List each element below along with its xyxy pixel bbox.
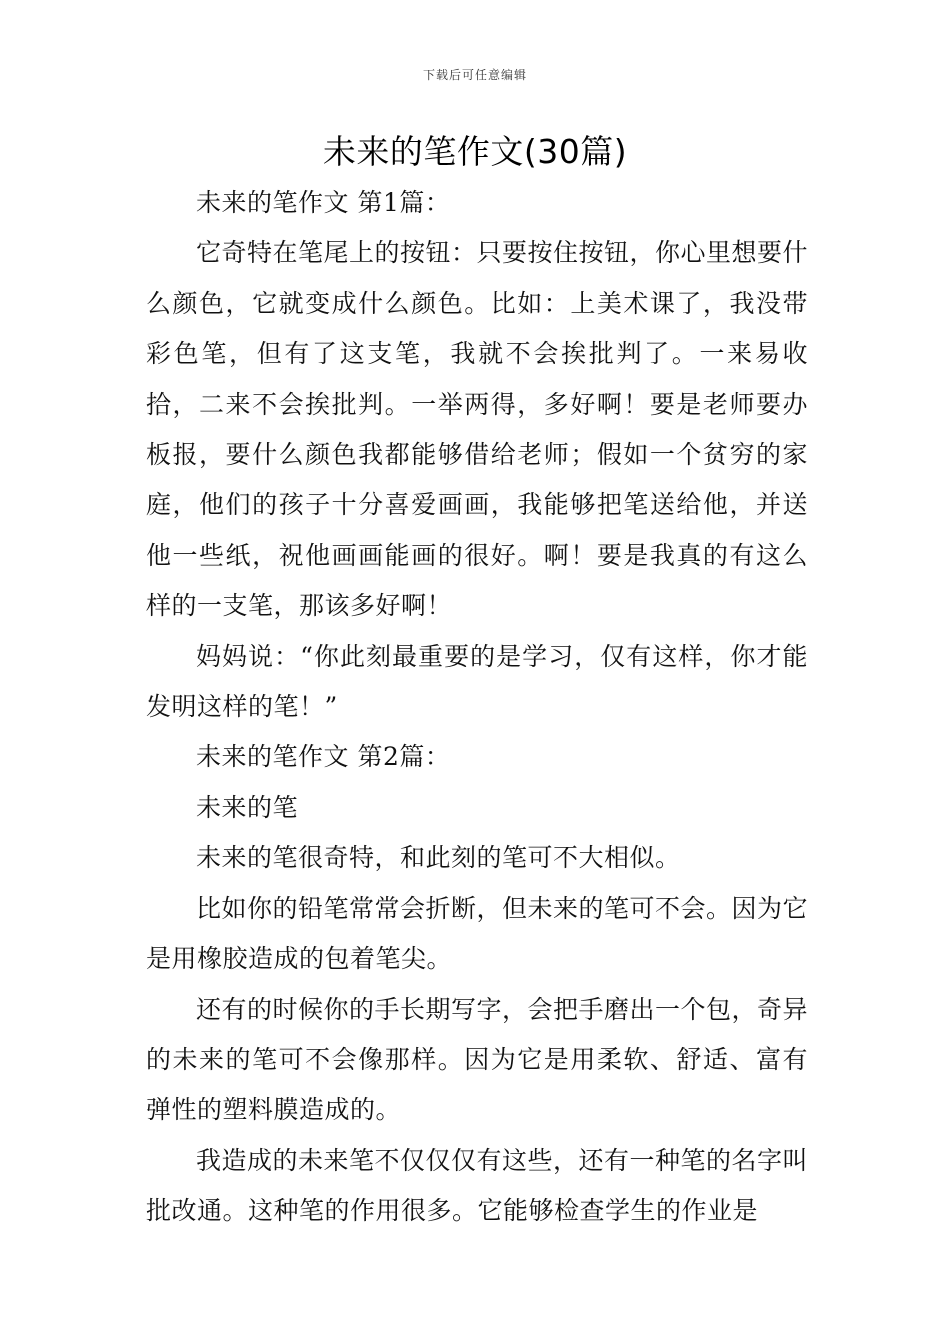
section-heading: 未来的笔作文 第2篇： (196, 742, 451, 772)
paragraph: 比如你的铅笔常常会折断，但未来的笔可不会。因为它是用橡胶造成的包着笔尖。 (146, 893, 809, 974)
paragraph: 它奇特在笔尾上的按钮：只要按住按钮，你心里想要什么颜色，它就变成什么颜色。比如：上美术课了，我没带彩色笔，但有了这支笔，我就不会挨批判了。一来易收拾，二来不会挨批判。一举两得，多好啊！要是老师要办板报，要什么颜色我都能够借给老师；假如一个贫穷的家庭，他们的孩子十分喜爱画画，我能够把笔送给他，并送他一些纸，祝他画画能画的很好。啊！要是我真的有这么样的一支笔，那该多好啊！ (146, 238, 809, 621)
paragraph: 还有的时候你的手长期写字，会把手磨出一个包，奇异的未来的笔可不会像那样。因为它是用柔软、舒适、富有弹性的塑料膜造成的。 (146, 994, 809, 1125)
document-body (146, 178, 808, 1237)
subheading: 未来的笔 (196, 792, 299, 822)
document-title: 未来的笔作文(30篇) (322, 132, 628, 171)
paragraph: 未来的笔很奇特，和此刻的笔可不大相似。 (196, 843, 681, 873)
paragraph: 妈妈说：“你此刻最重要的是学习，仅有这样，你才能发明这样的笔！” (146, 641, 808, 722)
section-heading: 未来的笔作文 第1篇： (196, 188, 451, 217)
header-note: 下载后可任意编辑 (422, 68, 527, 82)
paragraph: 我造成的未来笔不仅仅仅有这些，还有一种笔的名字叫批改通。这种笔的作用很多。它能够检查学生的作业是 (146, 1145, 809, 1226)
